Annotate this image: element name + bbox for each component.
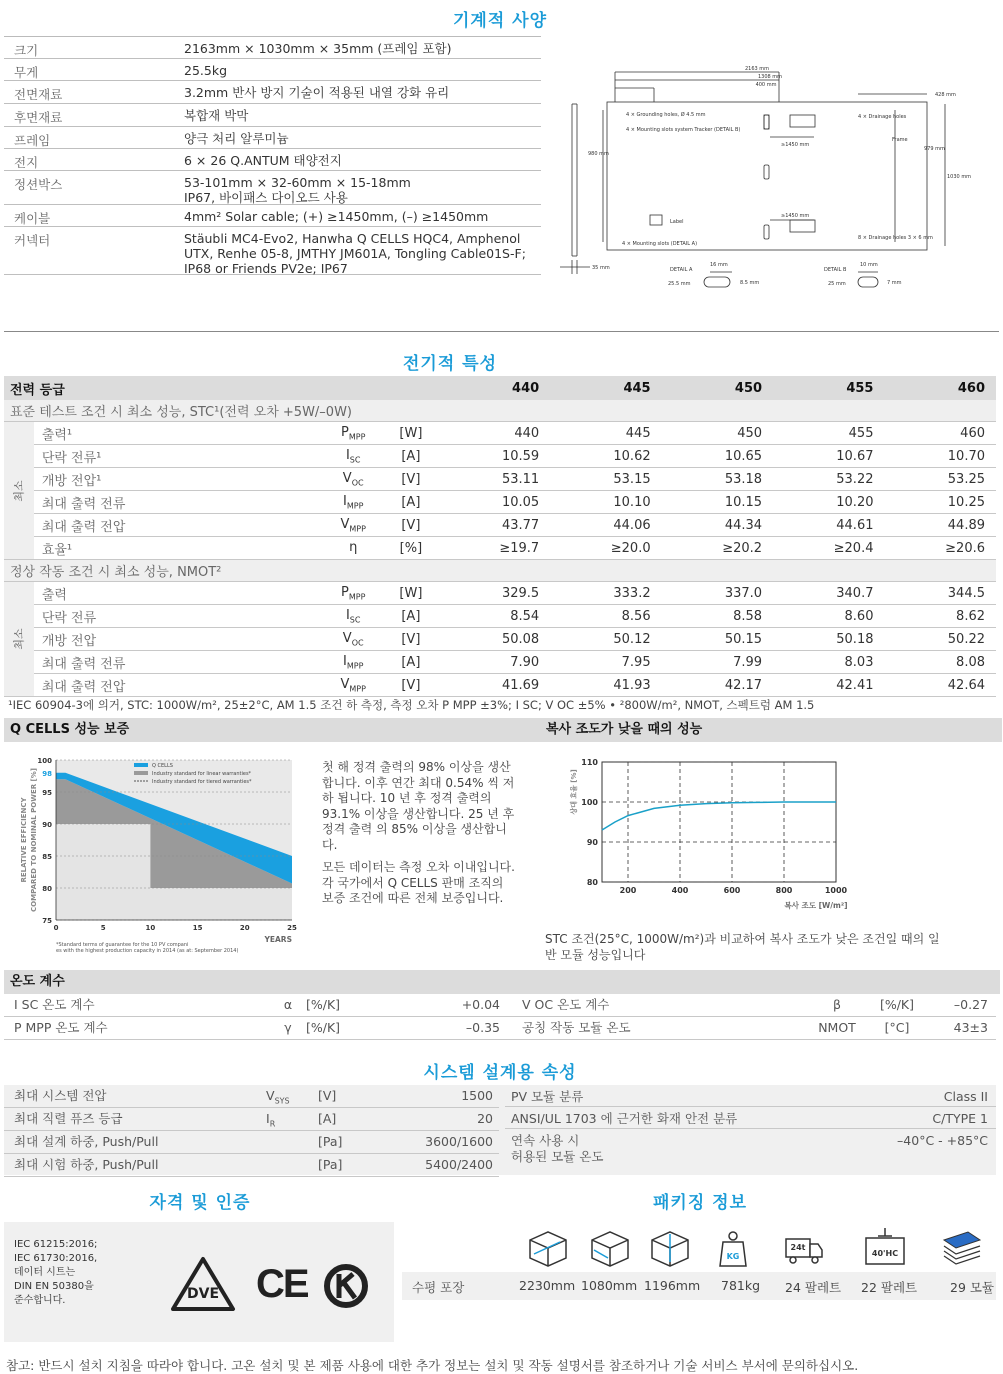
- elec-value: 44.61: [773, 514, 884, 537]
- sys-row: [4, 1085, 499, 1108]
- elec-unit: [V]: [383, 674, 439, 697]
- elec-value: 8.03: [773, 651, 884, 674]
- y-tick: 75: [42, 917, 52, 925]
- elec-value: 50.15: [662, 628, 773, 651]
- elec-value: ≥19.7: [439, 537, 550, 560]
- mech-label: 케이블: [14, 211, 51, 226]
- elec-value: 329.5: [439, 582, 550, 605]
- pallet-height-icon: [648, 1228, 692, 1268]
- sys-unit: [Pa]: [318, 1134, 343, 1149]
- elec-unit: [W]: [383, 582, 439, 605]
- y-tick-highlight: 98: [42, 769, 52, 778]
- module-frame-outline: [607, 102, 927, 250]
- elec-unit: [W]: [383, 422, 439, 445]
- sys-unit: [A]: [318, 1111, 337, 1126]
- elec-value: ≥20.2: [662, 537, 773, 560]
- svg-text:40'HC: 40'HC: [871, 1249, 899, 1258]
- elec-value: 44.89: [884, 514, 996, 537]
- elec-row: [4, 674, 996, 697]
- y-tick: 100: [37, 757, 52, 765]
- elec-value: 50.12: [550, 628, 661, 651]
- elec-name: 단락 전류: [34, 605, 324, 628]
- warranty-footnote-2: es with the highest production capacity in 2014 (as at: September 2014): [56, 948, 239, 954]
- mech-row: [4, 81, 541, 104]
- ce-logo: CE: [256, 1262, 308, 1306]
- pallet-length-icon: [526, 1228, 570, 1268]
- elec-unit: [A]: [383, 491, 439, 514]
- elec-value: ≥20.0: [550, 537, 661, 560]
- elec-value: 50.18: [773, 628, 884, 651]
- elec-value: 440: [439, 422, 550, 445]
- elec-value: 10.62: [550, 445, 661, 468]
- elec-value: 460: [884, 422, 996, 445]
- detail-b-10: 10 mm: [860, 262, 878, 268]
- packaging-label: 수평 포장: [412, 1280, 465, 1295]
- elec-unit: [A]: [383, 651, 439, 674]
- mech-row: [4, 227, 541, 275]
- x-tick: 25: [287, 924, 297, 932]
- sys-value: 5400/2400: [425, 1157, 493, 1172]
- elec-unit: [V]: [383, 468, 439, 491]
- y-tick: 85: [42, 853, 52, 861]
- detail-b: DETAIL B: [824, 267, 847, 273]
- sys-row-right: [505, 1085, 996, 1107]
- elec-sym: $V_{MPP}$: [323, 674, 383, 697]
- elec-value: 10.05: [439, 491, 550, 514]
- detail-b-7: 7 mm: [887, 280, 902, 286]
- temp-sym: γ: [284, 1020, 292, 1035]
- elec-value: 53.22: [773, 468, 884, 491]
- temp-sym: α: [283, 997, 293, 1012]
- mech-row: [4, 37, 541, 59]
- mech-value: 4mm² Solar cable; (+) ≥1450mm, (–) ≥1450mm: [184, 209, 489, 224]
- mounting-a-note: 4 × Mounting slots (DETAIL A): [622, 241, 698, 247]
- mounting-tracker-note: 4 × Mounting slots system Tracker (DETAIL B): [626, 127, 741, 133]
- svg-text:24t: 24t: [790, 1243, 806, 1252]
- temperature-header: 온도 계수: [4, 970, 1000, 994]
- stc-header: 표준 테스트 조건 시 최소 성능, STC¹(전력 오차 +5W/–0W): [4, 400, 996, 422]
- elec-sym: $V_{OC}$: [323, 628, 383, 651]
- power-class: 455: [773, 376, 884, 400]
- elec-sym: $P_{MPP}$: [323, 422, 383, 445]
- temp-value: –0.35: [465, 1020, 500, 1035]
- power-class-row: [4, 376, 996, 400]
- elec-row: [4, 605, 996, 628]
- warranty-footnote: *Standard terms of guarantee for the 10 PV compani: [56, 942, 189, 948]
- y-tick: 90: [42, 821, 52, 829]
- sys-unit: [Pa]: [318, 1157, 343, 1172]
- power-class: 440: [439, 376, 550, 400]
- elec-sym: $I_{SC}$: [323, 605, 383, 628]
- packaging-value: 781kg: [721, 1278, 761, 1293]
- elec-unit: [%]: [383, 537, 439, 560]
- temp-unit: [%/K]: [306, 1020, 341, 1035]
- temp-value: +0.04: [461, 997, 500, 1012]
- elec-value: 42.64: [884, 674, 996, 697]
- mech-value: 6 × 26 Q.ANTUM 태양전지: [184, 153, 342, 168]
- temp-name: P MPP 온도 계수: [14, 1020, 108, 1035]
- elec-value: 43.77: [439, 514, 550, 537]
- elec-unit: [V]: [383, 514, 439, 537]
- x-axis-label: 복사 조도 [W/m²]: [784, 901, 848, 910]
- sys-row: [4, 1131, 499, 1154]
- elec-value: 7.95: [550, 651, 661, 674]
- sys-unit: [V]: [318, 1088, 337, 1103]
- elec-value: 53.25: [884, 468, 996, 491]
- mech-label: 커넥터: [14, 233, 51, 248]
- elec-value: 7.90: [439, 651, 550, 674]
- elec-value: 10.20: [773, 491, 884, 514]
- x-tick: 10: [145, 924, 156, 932]
- elec-row: [4, 445, 996, 468]
- cert-title: 자격 및 인증: [149, 1193, 251, 1213]
- elec-value: 10.67: [773, 445, 884, 468]
- dim-979: 979 mm: [924, 146, 945, 152]
- elec-unit: [A]: [383, 445, 439, 468]
- x-tick: 600: [723, 886, 741, 895]
- mech-label: 프레임: [14, 133, 51, 148]
- elec-value: 53.11: [439, 468, 550, 491]
- elec-unit: [V]: [383, 628, 439, 651]
- sys-value-right: C/TYPE 1: [932, 1111, 988, 1126]
- mech-label: 전면재료: [14, 87, 63, 102]
- x-tick: 5: [100, 924, 106, 932]
- power-class: 450: [662, 376, 773, 400]
- sys-name: 최대 직렬 퓨즈 등급: [14, 1111, 123, 1126]
- elec-value: 50.22: [884, 628, 996, 651]
- mech-label: 전지: [14, 155, 39, 170]
- elec-value: 44.34: [662, 514, 773, 537]
- elec-name: 최대 출력 전류: [34, 491, 324, 514]
- truck-icon: [784, 1236, 824, 1266]
- dim-400: 400 mm: [755, 82, 777, 88]
- lowirr-caption: STC 조건(25°C, 1000W/m²)과 비교하여 복사 조도가 낮은 조건일 때의 일반 모듈 성능입니다: [545, 932, 940, 962]
- nmot-header-row: [4, 560, 996, 582]
- mech-row: [4, 149, 541, 171]
- sys-row-right: [505, 1107, 996, 1129]
- sys-name: 최대 설계 하중, Push/Pull: [14, 1134, 159, 1149]
- x-tick: 15: [192, 924, 203, 932]
- note-text: 참고: 반드시 설치 지침을 따라야 합니다. 고온 설치 및 본 제품 사용에 대한 추가 정보는 설치 및 작동 설명서를 참조하거나 기술 서비스 부서에 문의하십시오.: [6, 1358, 859, 1373]
- vde-logo: [170, 1256, 236, 1312]
- elec-value: ≥20.4: [773, 537, 884, 560]
- elec-unit: [A]: [383, 605, 439, 628]
- dim-980: 980 mm: [588, 151, 609, 157]
- sys-name: 최대 시험 하중, Push/Pull: [14, 1157, 159, 1172]
- temp-sym2: β: [833, 997, 841, 1012]
- elec-name: 개방 전압¹: [34, 468, 324, 491]
- sys-name-right: PV 모듈 분류: [511, 1089, 584, 1104]
- elec-value: 7.99: [662, 651, 773, 674]
- elec-value: 340.7: [773, 582, 884, 605]
- sys-sym: [266, 1131, 318, 1153]
- mechanical-spec-table: [4, 36, 541, 275]
- y-tick: 90: [586, 838, 598, 847]
- elec-sym: $I_{MPP}$: [323, 491, 383, 514]
- temp-sym2: NMOT: [818, 1020, 856, 1035]
- legend-swatch: [134, 763, 148, 767]
- temperature-table: [4, 994, 996, 1040]
- sys-row: [4, 1108, 499, 1131]
- y-axis-label: 상대 효율 [%]: [570, 769, 578, 815]
- elec-name: 최대 출력 전압: [34, 674, 324, 697]
- sys-name-right: 연속 사용 시 허용된 모듈 온도: [511, 1133, 604, 1164]
- pallet-width-icon: [588, 1228, 632, 1268]
- temp-row: [4, 994, 996, 1017]
- x-tick: 20: [239, 924, 250, 932]
- kc-logo: [322, 1262, 370, 1310]
- warranty-chart: [4, 750, 310, 960]
- mech-value: 복합재 박막: [184, 108, 249, 123]
- elec-value: 41.69: [439, 674, 550, 697]
- dim-2163: 2163 mm: [744, 66, 770, 72]
- x-tick: 800: [775, 886, 793, 895]
- elec-value: 53.15: [550, 468, 661, 491]
- elec-value: 8.62: [884, 605, 996, 628]
- drainage4-note: 4 × Drainage holes: [858, 114, 907, 120]
- elec-sym: η: [323, 537, 383, 560]
- elec-value: 8.08: [884, 651, 996, 674]
- elec-value: 337.0: [662, 582, 773, 605]
- dim-428: 428 mm: [935, 92, 956, 98]
- dim-1308: 1308 mm: [757, 74, 783, 80]
- detail-a-16: 16 mm: [710, 262, 728, 268]
- power-class: 445: [550, 376, 661, 400]
- system-table: [4, 1085, 996, 1175]
- dim-1450a: ≥1450 mm: [781, 142, 810, 148]
- mech-value: 53-101mm × 32-60mm × 15-18mm IP67, 바이패스 다이오드 사용: [184, 175, 411, 205]
- warranty-header: Q CELLS 성능 보증: [4, 718, 542, 742]
- sys-value: 3600/1600: [425, 1134, 493, 1149]
- elec-row: [4, 468, 996, 491]
- power-class-label: 전력 등급: [4, 376, 439, 400]
- x-tick: 400: [671, 886, 689, 895]
- electrical-table: [4, 376, 996, 697]
- elec-value: 44.06: [550, 514, 661, 537]
- elec-name: 효율¹: [34, 537, 324, 560]
- temp-unit2: [%/K]: [879, 997, 915, 1012]
- y-tick: 80: [586, 878, 598, 887]
- mech-row: [4, 205, 541, 227]
- warranty-text2: 모든 데이터는 측정 오차 이내입니다. 각 국가에서 Q CELLS 판매 조직의 보증 조건에 따른 전체 보증입니다.: [322, 860, 515, 905]
- grounding-note: 4 × Grounding holes, Ø 4.5 mm: [626, 112, 706, 118]
- module-drawing: [560, 60, 1000, 300]
- stc-header-row: [4, 400, 996, 422]
- temp-value2: –0.27: [953, 997, 988, 1012]
- elec-name: 개방 전압: [34, 628, 324, 651]
- elec-row: [4, 491, 996, 514]
- elec-value: 53.18: [662, 468, 773, 491]
- mech-row: [4, 59, 541, 81]
- y-axis-label-2: COMPARED TO NOMINAL POWER [%]: [30, 768, 38, 912]
- elec-value: 50.08: [439, 628, 550, 651]
- electrical-title: 전기적 특성: [402, 354, 498, 374]
- packaging-value: 24 팔레트: [785, 1280, 842, 1295]
- elec-value: 42.17: [662, 674, 773, 697]
- plot-frame: [602, 762, 836, 882]
- temp-value2: 43±3: [953, 1020, 988, 1035]
- svg-text:KG: KG: [726, 1252, 740, 1261]
- detail-a: DETAIL A: [670, 267, 693, 273]
- temp-unit: [%/K]: [306, 997, 341, 1012]
- temp-row: [4, 1017, 996, 1040]
- detail-a-85: 8.5 mm: [740, 280, 760, 286]
- packaging-value: 22 팔레트: [861, 1280, 918, 1295]
- mech-label: 무게: [14, 65, 39, 80]
- elec-value: 10.70: [884, 445, 996, 468]
- sys-name: 최대 시스템 전압: [14, 1088, 107, 1103]
- elec-row: [4, 651, 996, 674]
- sys-value: 1500: [461, 1088, 493, 1103]
- nmot-header: 정상 작동 조건 시 최소 성능, NMOT²: [4, 560, 996, 582]
- label-note: Label: [670, 219, 684, 225]
- mech-row: [4, 127, 541, 149]
- sys-value: 20: [477, 1111, 493, 1126]
- elec-value: 455: [773, 422, 884, 445]
- lowirr-chart: [560, 752, 850, 922]
- elec-value: 10.65: [662, 445, 773, 468]
- elec-name: 출력¹: [34, 422, 324, 445]
- sys-name-right: ANSI/UL 1703 에 근거한 화재 안전 분류: [511, 1111, 738, 1126]
- elec-row: [4, 628, 996, 651]
- lowirr-header: 복사 조도가 낮을 때의 성능: [540, 718, 1002, 742]
- elec-row: [4, 537, 996, 560]
- weight-icon: [718, 1230, 748, 1268]
- temp-unit2: [°C]: [884, 1020, 910, 1035]
- packaging-title: 패키징 정보: [652, 1193, 748, 1213]
- elec-row: [4, 514, 996, 537]
- sys-row: [4, 1154, 499, 1177]
- legend-entry: Q CELLS: [152, 763, 173, 769]
- temp-name2: V OC 온도 계수: [522, 997, 610, 1012]
- elec-sym: $I_{SC}$: [323, 445, 383, 468]
- sys-row-right: [505, 1129, 996, 1175]
- packaging-value: 1080mm: [581, 1278, 638, 1293]
- x-tick: 200: [619, 886, 637, 895]
- elec-value: 8.60: [773, 605, 884, 628]
- mech-value: 25.5kg: [184, 63, 228, 78]
- y-tick: 110: [581, 758, 598, 767]
- power-class: 460: [884, 376, 996, 400]
- elec-value: 42.41: [773, 674, 884, 697]
- cert-text: IEC 61215:2016; IEC 61730:2016, 데이터 시트는 DIN EN 50380을 준수합니다.: [14, 1239, 98, 1306]
- mech-label: 후면재료: [14, 110, 63, 125]
- packaging-value: 29 모듈: [950, 1280, 995, 1295]
- x-tick: 0: [53, 924, 59, 932]
- sys-value-right: –40°C - +85°C: [897, 1133, 988, 1148]
- detail-b-25: 25 mm: [828, 281, 846, 287]
- elec-sym: $I_{MPP}$: [323, 651, 383, 674]
- y-tick: 80: [42, 885, 52, 893]
- elec-sym: $V_{MPP}$: [323, 514, 383, 537]
- elec-name: 단락 전류¹: [34, 445, 324, 468]
- elec-row: [4, 422, 996, 445]
- elec-sym: $P_{MPP}$: [323, 582, 383, 605]
- sys-value-right: Class II: [943, 1089, 988, 1104]
- elec-value: 445: [550, 422, 661, 445]
- min-label: 최소: [4, 582, 34, 697]
- y-axis-label-1: RELATIVE EFFICIENCY: [20, 797, 28, 883]
- dim-1030: 1030 mm: [947, 174, 972, 180]
- min-label: 최소: [4, 422, 34, 560]
- temp-name: I SC 온도 계수: [14, 997, 95, 1012]
- elec-name: 최대 출력 전류: [34, 651, 324, 674]
- warranty-text: 첫 해 정격 출력의 98% 이상을 생산합니다. 이후 연간 최대 0.54% 씩 저하 됩니다. 10 년 후 정격 출력의 93.1% 이상을 생산합니다. 25 년 후 정격 출력 의 85% 이상을 생산합니다.: [322, 760, 515, 852]
- dim-35: 35 mm: [592, 265, 610, 271]
- elec-value: 10.59: [439, 445, 550, 468]
- mech-label: 크기: [14, 43, 39, 58]
- system-title: 시스템 설계용 속성: [423, 1063, 577, 1083]
- container-icon: [862, 1226, 908, 1268]
- elec-value: 10.10: [550, 491, 661, 514]
- x-tick: 1000: [824, 886, 848, 895]
- electrical-footnote: ¹IEC 60904-3에 의거, STC: 1000W/m², 25±2°C, AM 1.5 조건 하 측정, 측정 오차 P MPP ±3%; I SC; V OC ±5% • ²800W/m², NMOT, 스펙트럼 AM 1.5: [8, 698, 815, 712]
- modules-stack-icon: [942, 1230, 982, 1266]
- drainage8-note: 8 × Drainage holes 3 × 6 mm: [858, 235, 933, 241]
- elec-value: ≥20.6: [884, 537, 996, 560]
- elec-name: 출력: [34, 582, 324, 605]
- mech-value: 양극 처리 알루미늄: [184, 131, 289, 146]
- mech-value: 3.2mm 반사 방지 기술이 적용된 내열 강화 유리: [184, 85, 450, 100]
- dim-1450b: ≥1450 mm: [781, 213, 810, 219]
- elec-value: 8.58: [662, 605, 773, 628]
- legend-entry: Industry standard for tiered warranties*: [152, 779, 252, 785]
- sys-sym: $I_R$: [266, 1111, 276, 1129]
- legend-swatch: [134, 771, 148, 775]
- mech-row: [4, 171, 541, 205]
- mech-row: [4, 104, 541, 127]
- temp-name2: 공칭 작동 모듈 온도: [522, 1020, 631, 1035]
- elec-value: 8.54: [439, 605, 550, 628]
- elec-name: 최대 출력 전압: [34, 514, 324, 537]
- elec-value: 344.5: [884, 582, 996, 605]
- y-tick: 100: [581, 798, 598, 807]
- detail-a-255: 25.5 mm: [668, 281, 691, 287]
- elec-value: 8.56: [550, 605, 661, 628]
- sys-sym: [266, 1154, 318, 1176]
- mech-value: 2163mm × 1030mm × 35mm (프레임 포함): [184, 41, 452, 56]
- x-axis-label: YEARS: [264, 935, 292, 944]
- mech-value: Stäubli MC4-Evo2, Hanwha Q CELLS HQC4, Amphenol UTX, Renhe 05-8, JMTHY JM601A, Tongling Cable01S-F; IP68 or Friends PV2e; IP67: [184, 231, 526, 276]
- elec-value: 10.25: [884, 491, 996, 514]
- sys-sym: $V_{SYS}$: [266, 1088, 290, 1106]
- elec-sym: $V_{OC}$: [323, 468, 383, 491]
- elec-value: 450: [662, 422, 773, 445]
- legend-entry: Industry standard for linear warranties*: [152, 771, 252, 777]
- elec-value: 333.2: [550, 582, 661, 605]
- efficiency-line: [602, 802, 836, 830]
- mechanical-title: 기계적 사양: [452, 11, 548, 31]
- elec-value: 41.93: [550, 674, 661, 697]
- frame-note: Frame: [892, 137, 908, 143]
- svg-text:DVE: DVE: [186, 1286, 220, 1302]
- y-tick: 95: [42, 789, 52, 797]
- elec-row: [4, 582, 996, 605]
- packaging-value: 2230mm: [519, 1278, 576, 1293]
- mech-label: 정션박스: [14, 177, 63, 192]
- packaging-value: 1196mm: [644, 1278, 701, 1293]
- elec-value: 10.15: [662, 491, 773, 514]
